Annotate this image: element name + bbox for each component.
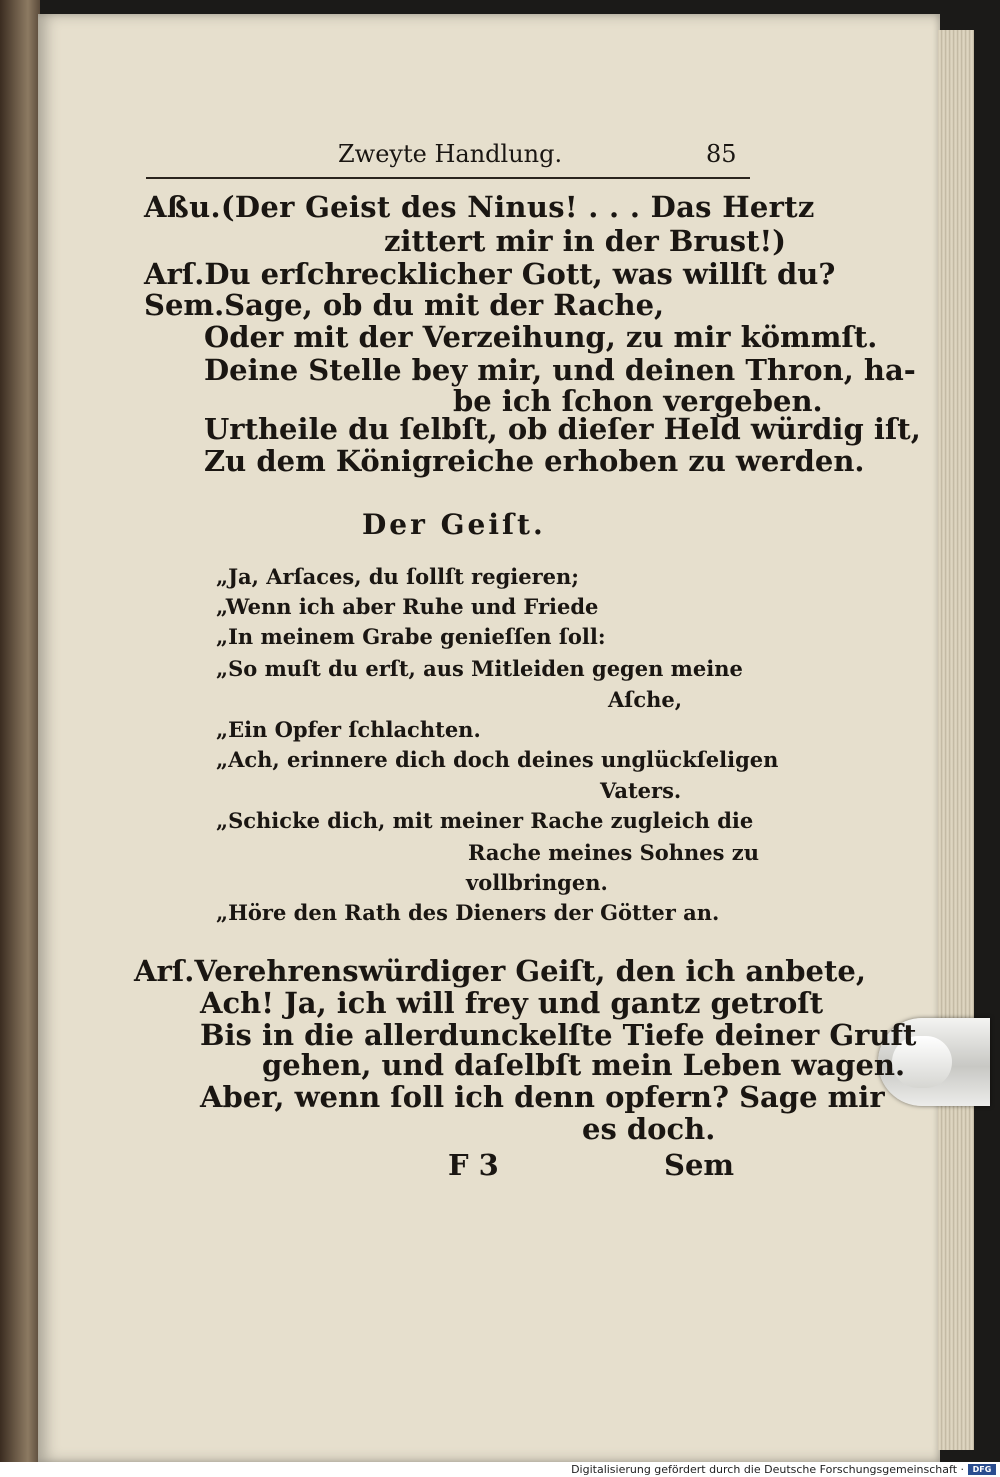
verse-line: „In meinem Grabe genieſſen ſoll: [216,624,606,649]
verse-line: „Ach, erinnere dich doch deines unglückſeligen [216,747,779,772]
text-line: Arſ.Verehrenswürdiger Geiſt, den ich anbete, [134,954,866,988]
verse-line: „Schicke dich, mit meiner Rache zugleich die [216,808,754,833]
page-number: 85 [706,140,737,168]
dfg-logo: DFG [968,1464,996,1475]
text-line: gehen, und daſelbſt mein Leben wagen. [262,1048,906,1082]
text-line: Urtheile du ſelbſt, ob dieſer Held würdig iſt, [204,412,921,446]
header-rule [146,177,750,179]
verse-line: Aſche, [608,687,683,712]
text-line: Sem.Sage, ob du mit der Rache, [144,288,665,322]
text-line: Bis in die allerdunckelſte Tiefe deiner Gruft [200,1018,917,1052]
digitization-credit: Digitalisierung gefördert durch die Deutsche Forschungsgemeinschaft · [571,1463,964,1476]
verse-line: „Ja, Arſaces, du ſollſt regieren; [216,564,580,589]
verse-line: Vaters. [600,778,682,803]
text-line: Arſ.Du erſchrecklicher Gott, was willſt du? [144,257,836,291]
verse-line: vollbringen. [466,870,608,895]
speaker-heading: Der Geiſt. [362,508,546,541]
text-line: Zu dem Königreiche erhoben zu werden. [204,444,865,478]
verse-line: „Wenn ich aber Ruhe und Friede [216,594,599,619]
text-line: be ich ſchon vergeben. [453,384,823,418]
text-line: es doch. [582,1112,716,1146]
page-edges [938,30,974,1450]
verse-line: „Ein Opfer ſchlachten. [216,717,481,742]
catchword: Sem [664,1148,735,1182]
text-line: Aßu.(Der Geist des Ninus! . . . Das Hertz [144,190,815,224]
running-head-title: Zweyte Handlung. [338,140,563,168]
book-spine [0,0,40,1470]
verse-line: „So muſt du erſt, aus Mitleiden gegen meine [216,656,743,681]
text-line: zittert mir in der Brust!) [384,224,786,258]
text-line: Ach! Ja, ich will frey und gantz getroſt [200,986,824,1020]
text-line: Aber, wenn ſoll ich denn opfern? Sage mir [200,1080,885,1114]
verse-line: „Höre den Rath des Dieners der Götter an. [216,900,720,925]
verse-line: Rache meines Sohnes zu [468,840,759,865]
text-line: Deine Stelle bey mir, und deinen Thron, ha- [204,353,916,387]
text-line: Oder mit der Verzeihung, zu mir kömmſt. [204,320,878,354]
signature-mark: F 3 [448,1148,499,1182]
